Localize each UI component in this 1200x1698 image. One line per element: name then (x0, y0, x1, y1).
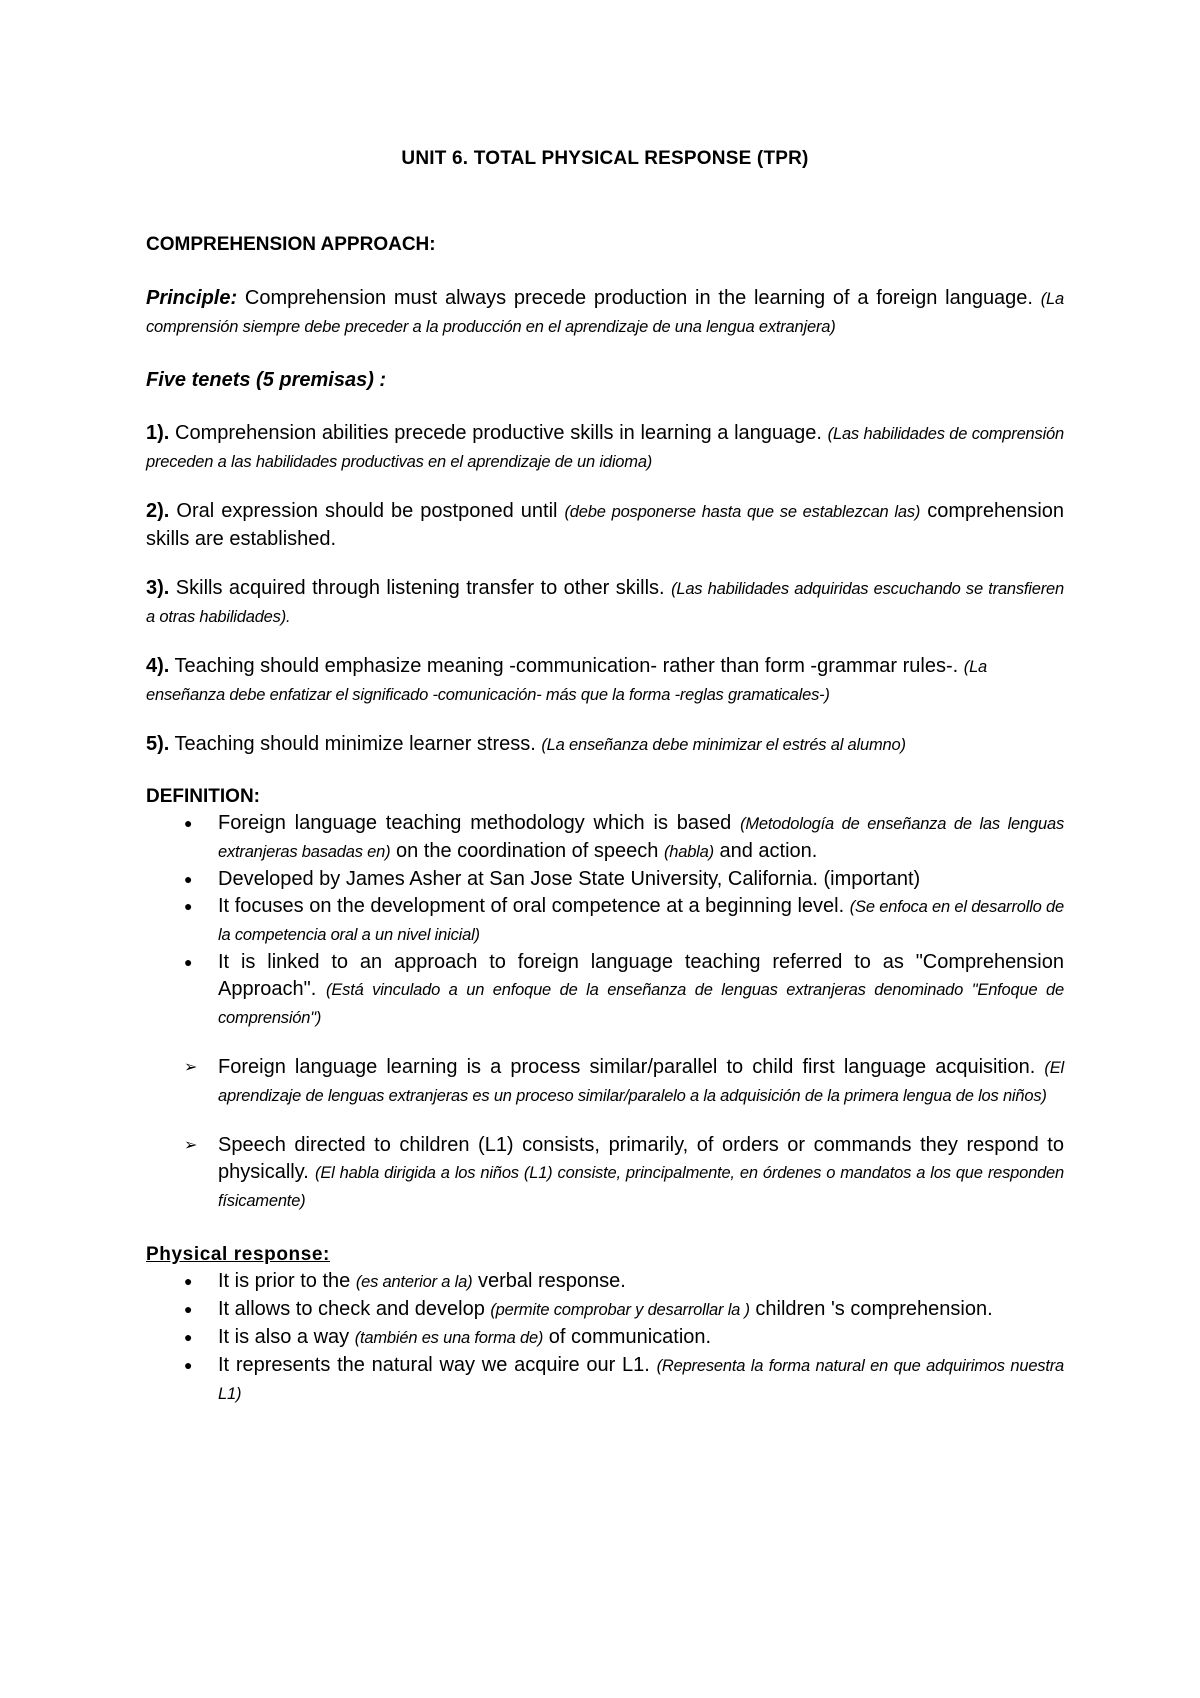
page-title: UNIT 6. TOTAL PHYSICAL RESPONSE (TPR) (401, 148, 809, 169)
item-text: It allows to check and develop (218, 1298, 491, 1320)
tenet-text: Teaching should minimize learner stress. (169, 733, 542, 755)
comprehension-approach-heading: COMPREHENSION APPROACH: (146, 234, 436, 255)
item-text: It is linked to an approach to foreign language teaching referred to as "Comprehension Approach". (218, 951, 1064, 1000)
list-item (146, 1296, 1064, 1324)
tenet-text: Teaching should emphasize meaning -communication- rather than form -grammar rules-. (169, 655, 964, 677)
item-text: verbal response. (472, 1270, 626, 1292)
bullet-icon: ● (184, 1273, 193, 1289)
tenet-text-continued: comprehension skills are established. (146, 500, 1065, 550)
bullet-icon: ● (184, 1329, 193, 1345)
list-item (146, 893, 1064, 949)
item-text: Foreign language teaching methodology which is based (218, 812, 741, 834)
bullet-icon: ● (184, 1301, 193, 1317)
tenet-number: 4). (146, 655, 170, 677)
physical-response-heading: Physical response: (146, 1244, 330, 1265)
tenet-text: Comprehension abilities precede productive skills in learning a language. (169, 422, 828, 444)
tenet-translation: (La enseñanza debe enfatizar el significado -comunicación- más que la forma -reglas gramaticales-) (146, 658, 988, 704)
tenet-number: 1). (146, 422, 170, 444)
item-text: It is also a way (218, 1326, 355, 1348)
principle-label: Principle: (146, 287, 238, 309)
bullet-icon: ● (184, 954, 193, 970)
physical-response-list (146, 1268, 1064, 1408)
arrow-bullet-icon: ➢ (184, 1137, 198, 1154)
tenet-translation: (Las habilidades de comprensión preceden a las habilidades productivas en el aprendizaje de un idioma) (146, 425, 1065, 471)
tenet-text: Skills acquired through listening transfer to other skills. (169, 577, 672, 599)
list-item (146, 1132, 1064, 1215)
item-text: It is prior to the (218, 1270, 356, 1292)
item-translation: (también es una forma de) (354, 1329, 544, 1347)
five-tenets-heading: Five tenets (5 premisas) : (146, 369, 387, 391)
item-translation: (Representa la forma natural en que adquirimos nuestra L1) (218, 1357, 1064, 1403)
item-text: children 's comprehension. (749, 1298, 993, 1320)
item-translation: (El aprendizaje de lenguas extranjeras es un proceso similar/paralelo a la adquisición de la primera lengua de los niños) (218, 1059, 1064, 1105)
item-translation: (Se enfoca en el desarrollo de la competencia oral a un nivel inicial) (218, 898, 1065, 944)
bullet-icon: ● (184, 815, 193, 831)
definition-heading: DEFINITION: (146, 786, 260, 807)
item-translation: (es anterior a la) (355, 1273, 473, 1291)
tenet-number: 5). (146, 733, 170, 755)
item-translation: (Está vinculado a un enfoque de la enseñanza de lenguas extranjeras denominado "Enfoque de comprensión") (218, 981, 1065, 1027)
tenet-3 (146, 575, 1064, 631)
list-item (146, 1324, 1064, 1352)
tenet-translation: (debe posponerse hasta que se establezcan las) (564, 503, 921, 521)
definition-list (146, 810, 1064, 1032)
tenet-2 (146, 498, 1064, 553)
item-text: Foreign language learning is a process similar/parallel to child first language acquisition. (218, 1056, 1045, 1078)
bullet-icon: ● (184, 1357, 193, 1373)
item-text: Speech directed to children (L1) consists, primarily, of orders or commands they respond to physically. (218, 1134, 1064, 1183)
tenet-text: Oral expression should be postponed until (169, 500, 565, 522)
item-text: on the coordination of speech (390, 840, 664, 862)
item-text: It represents the natural way we acquire our L1. (218, 1354, 657, 1376)
tenet-4 (146, 653, 1064, 709)
arrow-bullet-icon: ➢ (184, 1059, 198, 1076)
list-item (146, 866, 1064, 893)
item-text: and action. (713, 840, 818, 862)
principle-translation: (La comprensión siempre debe preceder a la producción en el aprendizaje de una lengua extranjera) (146, 290, 1064, 336)
tenet-number: 3). (146, 577, 170, 599)
list-item (146, 949, 1064, 1032)
tenet-5 (146, 731, 1064, 759)
item-text: Developed by James Asher at San Jose State University, California. (important) (218, 868, 921, 890)
bullet-icon: ● (184, 871, 193, 887)
tenet-number: 2). (146, 500, 170, 522)
tenet-translation: (Las habilidades adquiridas escuchando se transfieren a otras habilidades). (146, 580, 1064, 626)
list-item (146, 1054, 1064, 1110)
principle-text: Comprehension must always precede production in the learning of a foreign language. (237, 287, 1041, 309)
list-item (146, 1268, 1064, 1296)
tenet-translation: (La enseñanza debe minimizar el estrés al alumno) (541, 736, 906, 754)
tenet-1 (146, 420, 1064, 476)
bullet-icon: ● (184, 898, 193, 914)
item-translation: (habla) (663, 843, 714, 861)
list-item (146, 810, 1064, 866)
item-translation: (El habla dirigida a los niños (L1) consiste, principalmente, en órdenes o mandatos a los que responden físicamente) (218, 1164, 1065, 1210)
item-text: of communication. (543, 1326, 712, 1348)
item-text: It focuses on the development of oral competence at a beginning level. (218, 895, 850, 917)
list-item (146, 1352, 1064, 1408)
item-translation: (permite comprobar y desarrollar la ) (490, 1301, 750, 1319)
item-translation: (Metodología de enseñanza de las lenguas extranjeras basadas en) (218, 815, 1064, 861)
definition-arrow-list (146, 1054, 1064, 1215)
principle-paragraph (146, 285, 1064, 341)
